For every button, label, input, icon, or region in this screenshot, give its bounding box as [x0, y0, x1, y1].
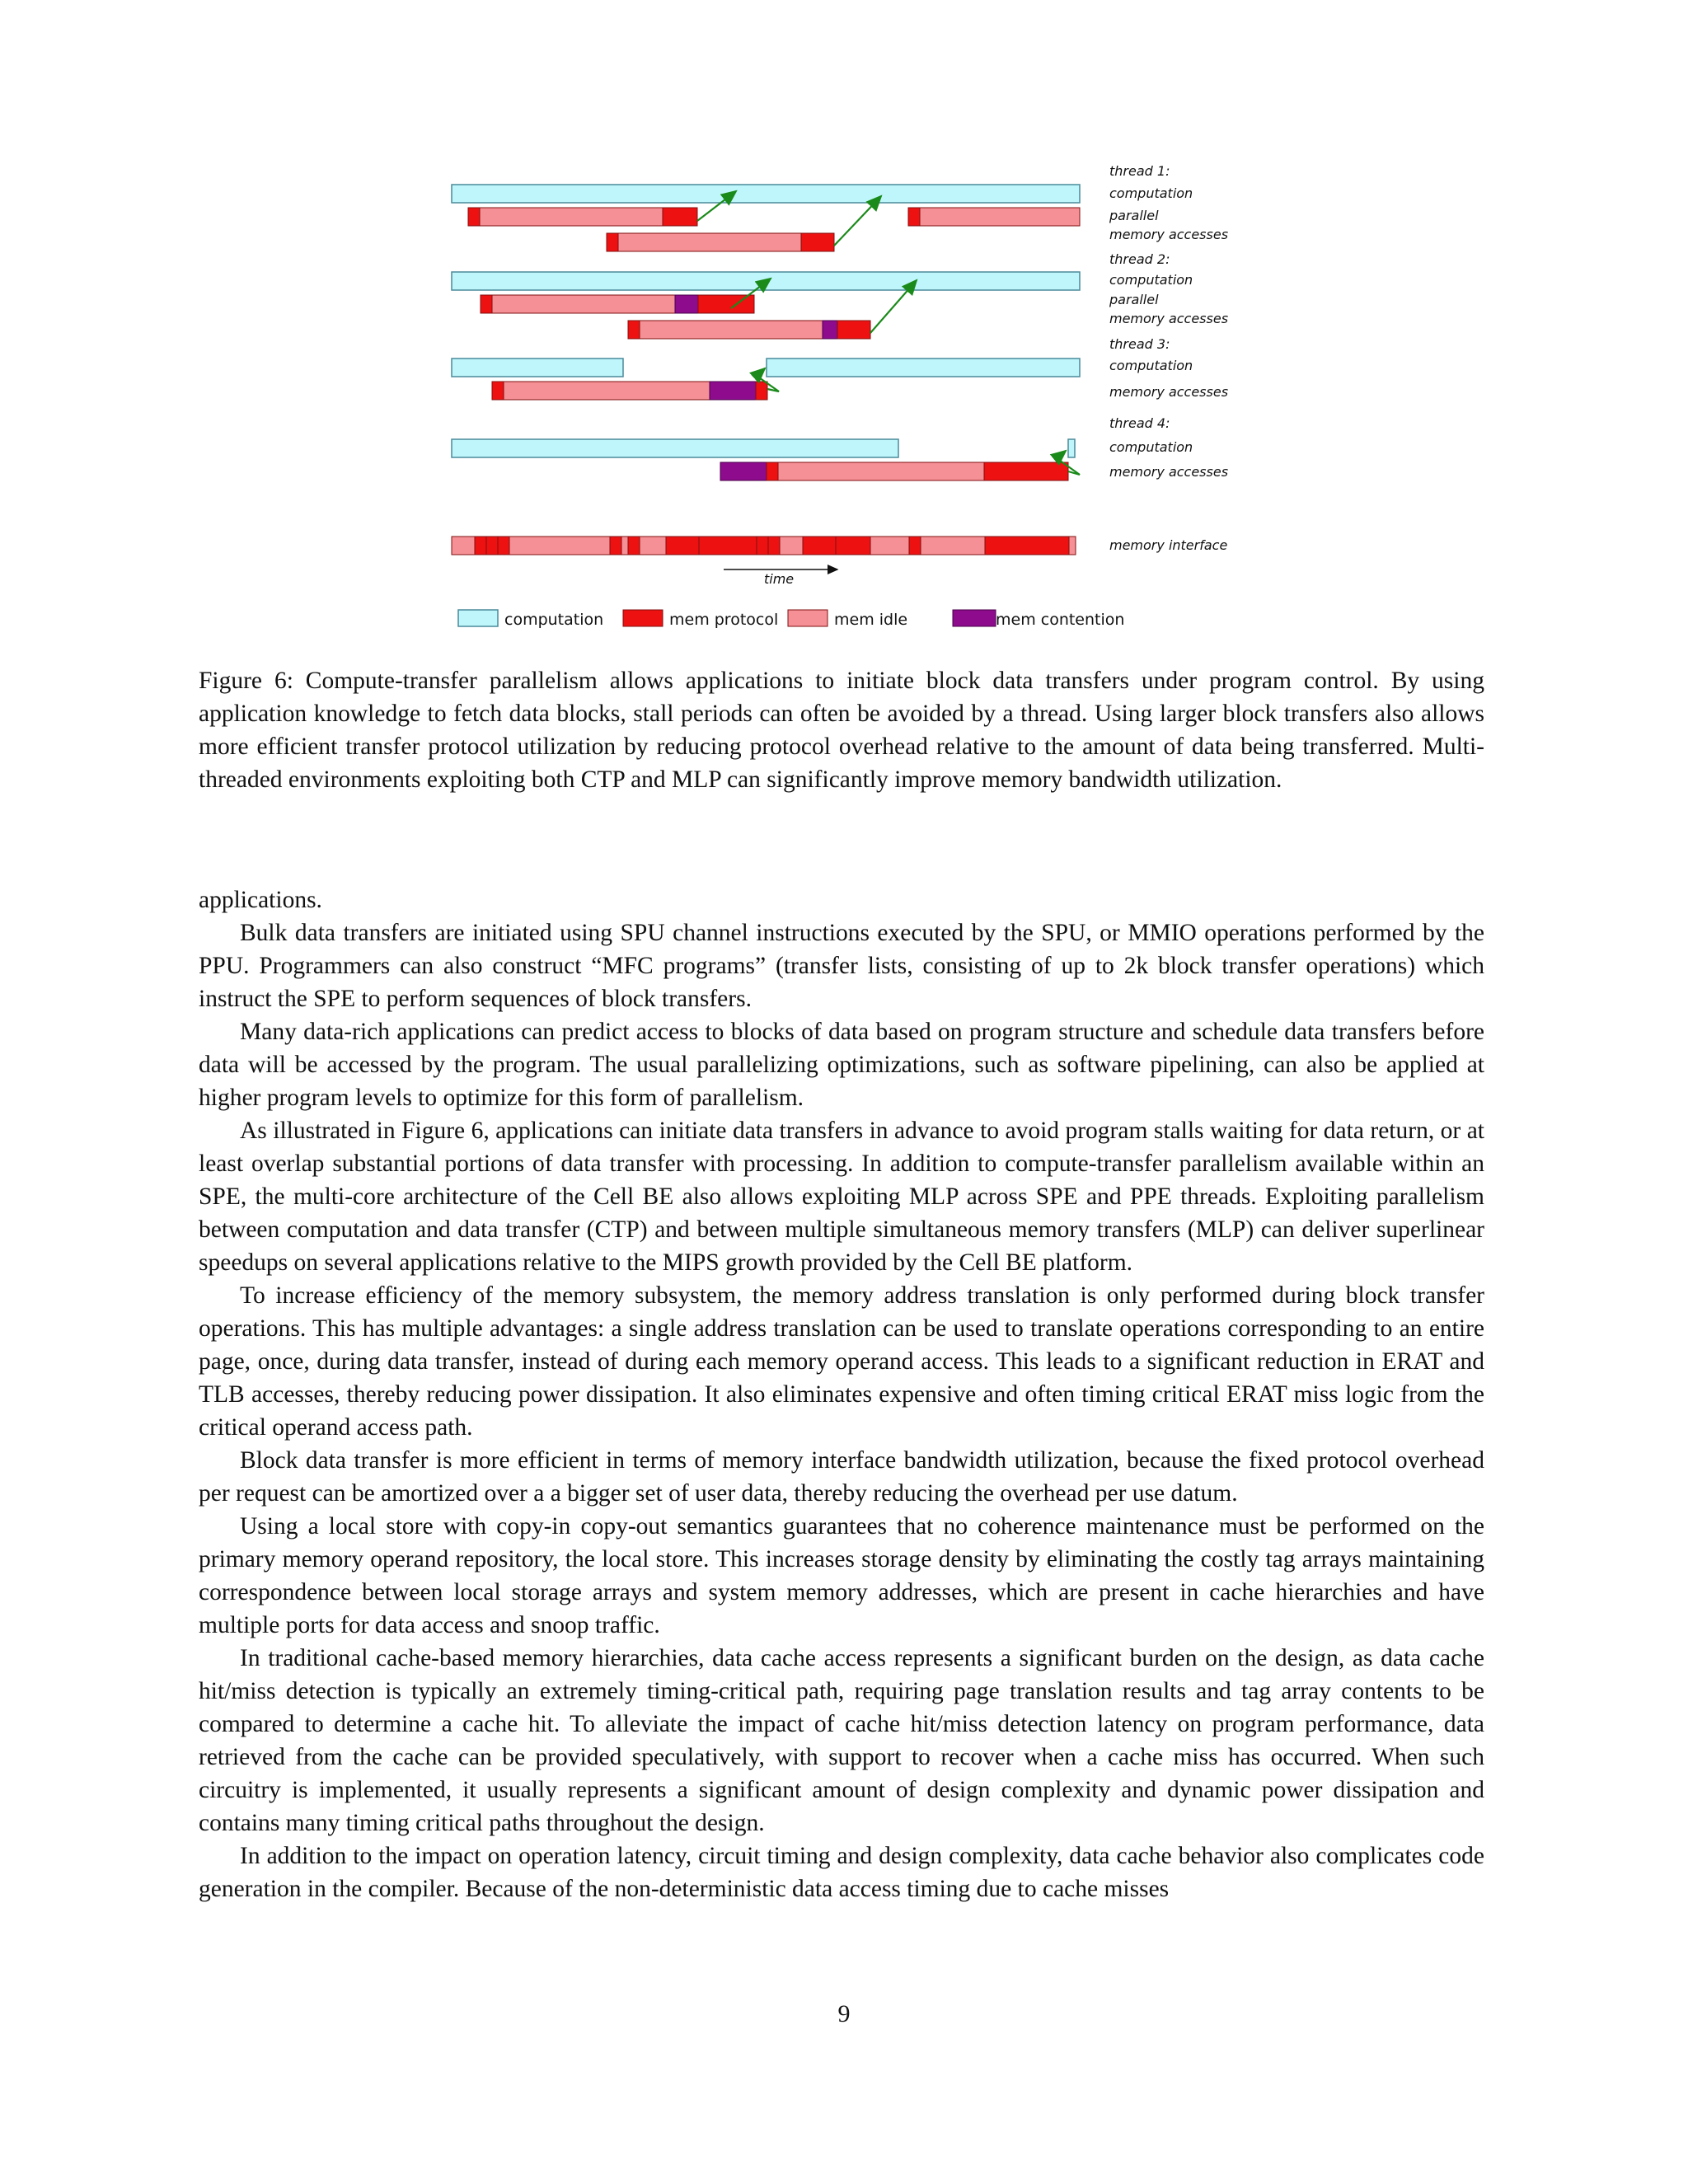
legend-label-mem-contention: mem contention [996, 611, 1125, 629]
paragraph: To increase efficiency of the memory subsystem, the memory address translation is only performed during block transfer operations. This has multiple advantages: a single address translation can be used to translate operations corresponding to an entire page, once, during data transfer, instead of during each memory operand access. This leads to a significant reduction in ERAT and TLB accesses, thereby reducing power dissipation. It also eliminates expensive and often timing critical ERAT miss logic from the critical operand access path. [199, 1282, 1484, 1441]
t2-mem-contention [823, 321, 837, 339]
figure-caption: Figure 6: Compute-transfer parallelism allows applications to initiate block data transfers under program control. By using application knowledge to fetch data blocks, stall periods can often be avoided by a thread. Using larger block transfers also allows more efficient transfer protocol utilization by reducing protocol overhead relative to the amount of data being transferred. Multi-threaded environments exploiting both CTP and MLP can significantly improve memory bandwidth utilization. [199, 668, 1484, 793]
thread1-parallel-label: parallel [1109, 208, 1159, 223]
thread4-mem-label: memory accesses [1109, 464, 1229, 480]
t2-computation-bar [452, 272, 1080, 290]
legend-swatch-mem-protocol [623, 610, 663, 626]
thread2-parallel-label: parallel [1109, 292, 1159, 307]
body-text [199, 883, 1484, 1905]
mi-protocol [498, 537, 509, 555]
legend-swatch-computation [458, 610, 498, 626]
paragraph: Bulk data transfers are initiated using SPU channel instructions executed by the SPU, or MMIO operations performed by the PPU. Programmers can also construct “MFC programs” (transfer lists, consisting of up to 2k block transfer operations) which instruct the SPE to perform sequences of block transfers. [199, 920, 1484, 1012]
mi-protocol [985, 537, 1069, 555]
mi-protocol [757, 537, 768, 555]
t2-mem-protocol [481, 295, 492, 313]
thread4-title: thread 4: [1109, 415, 1170, 431]
t1-mem-protocol [663, 208, 697, 226]
t1-mem-idle [480, 208, 663, 226]
thread4-computation-label: computation [1109, 439, 1193, 455]
t2-mem-protocol [837, 321, 870, 339]
mi-protocol [803, 537, 836, 555]
t1-mem-protocol [801, 233, 834, 251]
t2-mem-contention [675, 295, 698, 313]
paragraph: Using a local store with copy-in copy-out semantics guarantees that no coherence maintenance must be performed on the primary memory operand repository, the local store. This increases storage density by eliminating the costly tag arrays maintaining correspondence between local storage arrays and system memory addresses, which are present in cache hierarchies and have multiple ports for data access and snoop traffic. [199, 1513, 1484, 1638]
t3-computation-bar [452, 359, 623, 377]
t4-computation-bar [452, 439, 898, 457]
mi-protocol [475, 537, 486, 555]
mi-protocol [628, 537, 640, 555]
memory-interface-label: memory interface [1109, 537, 1228, 553]
t1-mem-idle [618, 233, 801, 251]
mi-protocol [768, 537, 780, 555]
paragraph: As illustrated in Figure 6, applications can initiate data transfers in advance to avoid program stalls waiting for data return, or at least overlap substantial portions of data transfer with processing. In addition to compute-transfer parallelism available within an SPE, the multi-core architecture of the Cell BE also allows exploiting MLP across SPE and PPE threads. Exploiting parallelism between computation and data transfer (CTP) and between multiple simultaneous memory transfers (MLP) can deliver superlinear speedups on several applications relative to the MIPS growth provided by the Cell BE platform. [199, 1118, 1484, 1276]
t2-mem-idle [640, 321, 823, 339]
time-label: time [764, 571, 795, 587]
thread1-title: thread 1: [1109, 163, 1170, 179]
paragraph: applications. [199, 887, 322, 913]
t4-mem-contention [720, 462, 767, 480]
timeline-diagram [445, 157, 1253, 635]
mi-protocol [836, 537, 870, 555]
paragraph: In traditional cache-based memory hierarchies, data cache access represents a significant burden on the design, as data cache hit/miss detection is typically an extremely timing-critical path, requiring page translation results and tag array contents to be compared to determine a cache hit. To alleviate the impact of cache hit/miss detection latency on program performance, data retrieved from the cache can be provided speculatively, with support to recover when a cache miss has occurred. When such circuitry is implemented, it usually represents a significant amount of design complexity and dynamic power dissipation and contains many timing critical paths throughout the design. [199, 1645, 1484, 1836]
thread2-title: thread 2: [1109, 251, 1170, 267]
mi-protocol [666, 537, 699, 555]
t4-mem-protocol [984, 462, 1068, 480]
page-number: 9 [837, 2000, 851, 2027]
t1-mem-protocol [468, 208, 480, 226]
legend-label-mem-idle: mem idle [834, 611, 908, 629]
thread1-computation-label: computation [1109, 185, 1193, 201]
t3-mem-protocol [492, 382, 504, 400]
legend-swatch-mem-idle [788, 610, 828, 626]
thread2-mem-label: memory accesses [1109, 311, 1229, 326]
paragraph: In addition to the impact on operation latency, circuit timing and design complexity, data cache behavior also complicates code generation in the compiler. Because of the non-deterministic data access timing due to cache misses [199, 1843, 1484, 1902]
mi-protocol [610, 537, 621, 555]
t1-mem-protocol [908, 208, 920, 226]
t3-computation-bar [767, 359, 1080, 377]
mi-protocol [699, 537, 757, 555]
legend-label-mem-protocol: mem protocol [669, 611, 779, 629]
mi-protocol [909, 537, 921, 555]
paragraph: Block data transfer is more efficient in terms of memory interface bandwidth utilization, because the fixed protocol overhead per request can be amortized over a a bigger set of user data, thereby reducing the overhead per use datum. [199, 1447, 1484, 1507]
t1-computation-bar [452, 185, 1080, 203]
thread3-mem-label: memory accesses [1109, 384, 1229, 400]
legend-label-computation: computation [504, 611, 604, 629]
t1-mem-protocol [607, 233, 618, 251]
mi-protocol [486, 537, 498, 555]
legend-swatch-mem-contention [953, 610, 996, 626]
t1-arrow [834, 196, 881, 246]
legend [458, 610, 1124, 629]
thread3-title: thread 3: [1109, 336, 1170, 352]
t4-mem-idle [778, 462, 984, 480]
t4-mem-protocol [767, 462, 778, 480]
t4-computation-bar [1068, 439, 1075, 457]
t3-mem-protocol [756, 382, 767, 400]
figure-6 [445, 157, 1253, 635]
t3-mem-idle [504, 382, 710, 400]
paragraph: Many data-rich applications can predict access to blocks of data based on program structure and schedule data transfers before data will be accessed by the program. The usual parallelizing optimizations, such as software pipelining, can also be applied at higher program levels to optimize for this form of parallelism. [199, 1019, 1484, 1111]
t3-mem-contention [710, 382, 756, 400]
t1-mem-idle [920, 208, 1080, 226]
t2-mem-idle [492, 295, 675, 313]
thread1-mem-label: memory accesses [1109, 227, 1229, 242]
t2-mem-protocol [628, 321, 640, 339]
thread3-computation-label: computation [1109, 358, 1193, 373]
thread2-computation-label: computation [1109, 272, 1193, 288]
